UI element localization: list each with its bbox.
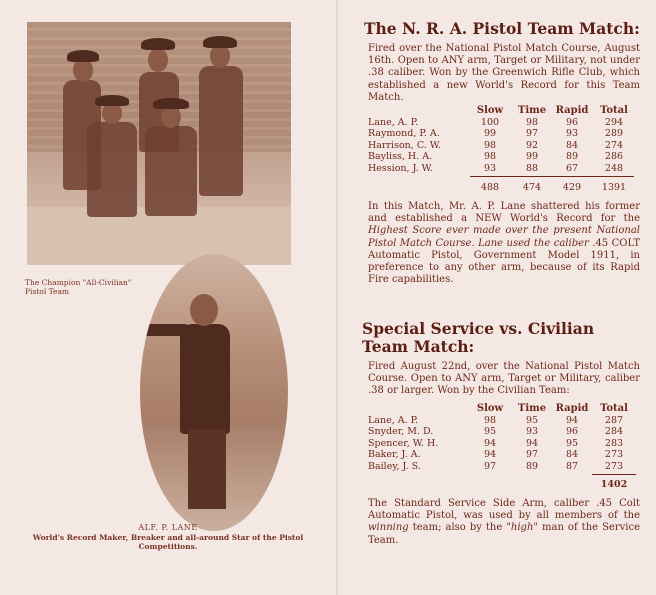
table-row: Snyder, M. D. 95 93 96 284: [368, 426, 624, 437]
table-row: Raymond, P. A. 99 97 93 289: [368, 128, 624, 139]
header-slow: Slow: [476, 403, 504, 414]
table-row: Bailey, J. S. 97 89 87 273: [368, 460, 624, 472]
match1-total-total: 1391: [601, 182, 627, 193]
table-row: Harrison, C. W. 98 92 84 274: [368, 139, 624, 151]
match1-totals-rule: [470, 176, 634, 177]
header-total: Total: [600, 403, 628, 414]
table-row: Bayliss, H. A. 98 99 89 286: [368, 151, 624, 162]
match1-score-table: [368, 105, 636, 174]
table-row: Lane, A. P. 98 95 94 287: [368, 414, 624, 426]
match1-title: The N. R. A. Pistol Team Match:: [364, 19, 640, 38]
header-time: Time: [517, 403, 547, 414]
match2-total: 1402: [600, 479, 628, 490]
header-rapid: Rapid: [555, 105, 589, 116]
match2-totals-rule: [592, 474, 636, 475]
header-time: Time: [517, 105, 547, 116]
team-photo: [27, 22, 291, 265]
match2-intro: Fired August 22nd, over the National Pistol Match Course. Open to ANY arm, Target or Military, caliber .38 or larger. Won by the Civilian Team:: [368, 361, 640, 397]
match2-title: Special Service vs. Civilian Team Match:: [362, 319, 595, 356]
header-rapid: Rapid: [555, 403, 589, 414]
team-photo-caption: The Champion "All-Civilian" Pistol Team: [25, 278, 132, 296]
match2-sidearm-paragraph: The Standard Service Side Arm, caliber .45 Colt Automatic Pistol, was used by all members of the winning team; also by the "high" man of the Service Team.: [368, 498, 640, 546]
table-row: Hession, J. W. 93 88 67 248: [368, 162, 624, 174]
match2-score-table: [368, 403, 636, 472]
match1-intro: Fired over the National Pistol Match Course, August 16th. Open to ANY arm, Target or Military, not under .38 caliber. Won by the Greenwich Rifle Club, which established a new World's Record for this Team Match.: [368, 43, 640, 103]
table-row: Lane, A. P. 100 98 96 294: [368, 116, 624, 128]
portrait-caption: [20, 523, 316, 552]
table-row: Baker, J. A. 94 97 84 273: [368, 449, 624, 460]
match1-total-time: 474: [522, 182, 542, 193]
match1-record-paragraph: In this Match, Mr. A. P. Lane shattered his former and established a NEW World's Record for the Highest Score ever made over the present National Pistol Match Course. Lane used the caliber .45 COLT Automatic Pistol, Government Model 1911, in preference to any other arm, because of its Rapid Fire capabilities.: [368, 201, 640, 286]
match1-total-rapid: 429: [562, 182, 582, 193]
lane-portrait-photo: [140, 254, 288, 531]
page-fold: [336, 0, 338, 595]
header-slow: Slow: [476, 105, 504, 116]
portrait-caption-description: World's Record Maker, Breaker and all-around Star of the Pistol Competitions.: [32, 532, 304, 551]
match1-total-slow: 488: [480, 182, 500, 193]
portrait-caption-name: ALF. P. LANE: [138, 523, 198, 532]
header-total: Total: [600, 105, 628, 116]
table-row: Spencer, W. H. 94 94 95 283: [368, 437, 624, 449]
